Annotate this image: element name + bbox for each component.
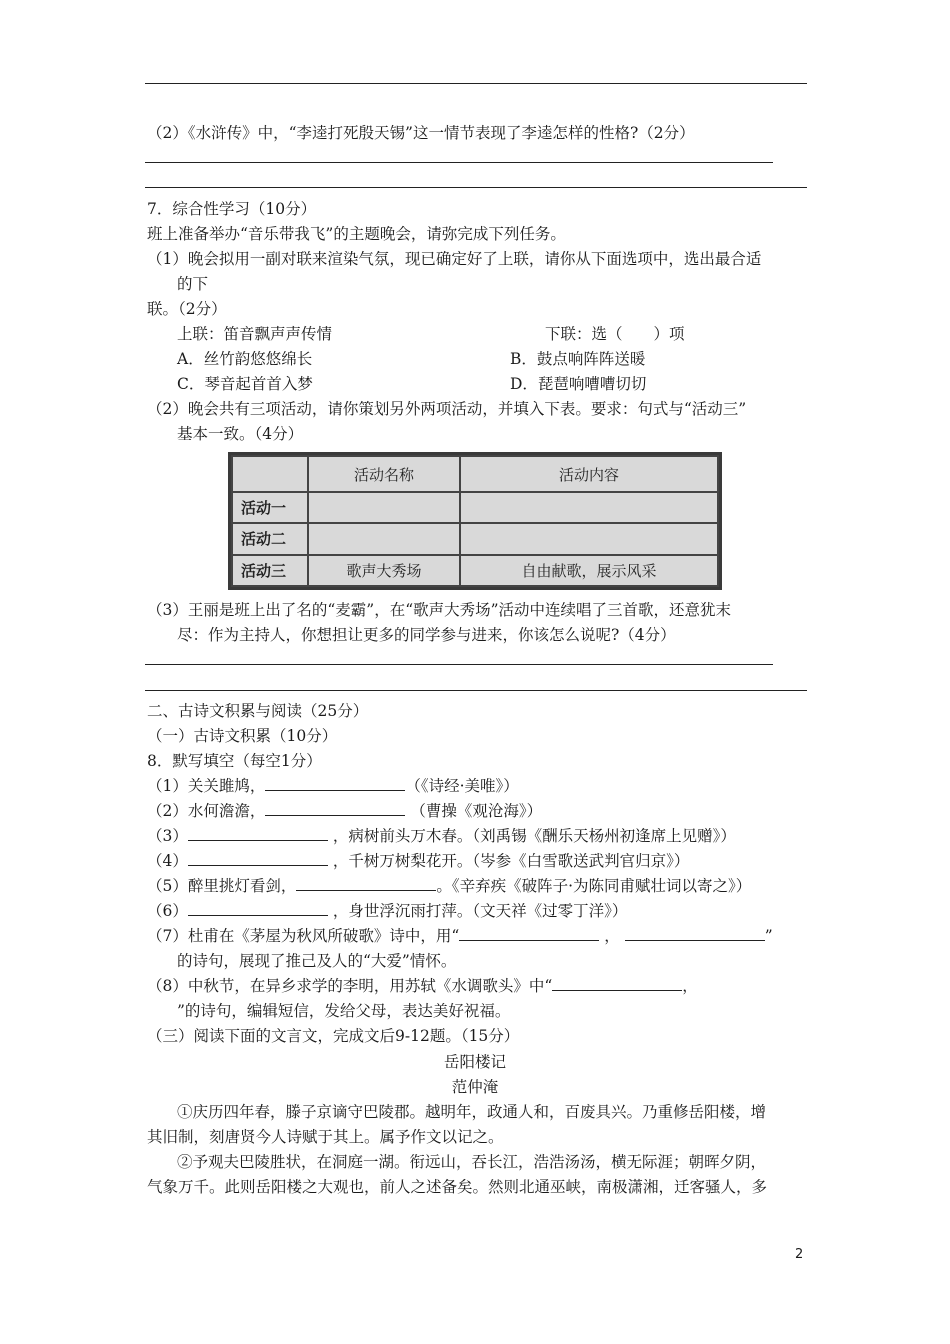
fill-item-text: （7）杜甫在《茅屋为秋风所破歌》诗中，用“ (147, 927, 460, 945)
couplet-lower: 下联：选（ ）项 (545, 325, 685, 343)
page-number: 2 (795, 1247, 804, 1262)
passage-title: 岳阳楼记 (443, 1053, 506, 1071)
table-row (232, 555, 718, 586)
fill-item-text: 。《辛弃疾《破阵子·为陈同甫赋壮词以寄之》） (436, 877, 752, 895)
table-cell (460, 492, 718, 523)
fill-item-1 (147, 776, 519, 796)
section3-title: （三）阅读下面的文言文，完成文后9-12题。（15分） (147, 1027, 520, 1045)
option-b: B．鼓点响阵阵送暖 (510, 350, 646, 368)
fill-blank[interactable] (459, 926, 599, 941)
fill-blank[interactable] (552, 976, 682, 991)
q7-sub1-cont: 的下 (177, 275, 209, 293)
fill-item-text: （6） (147, 902, 188, 920)
passage-para-1: ①庆历四年春，滕子京谪守巴陵郡。越明年，政通人和，百废具兴。乃重修岳阳楼，增 (177, 1103, 767, 1121)
fill-item-text: （《诗经·美唯》） (405, 777, 519, 795)
fill-item-text: ， (682, 977, 698, 995)
fill-item-text: ” (764, 927, 773, 945)
q7-intro: 班上准备举办“音乐带我飞”的主题晚会，请弥完成下列任务。 (147, 225, 566, 243)
table-cell (308, 492, 460, 523)
q8-title: 8．默写填空（每空1分） (147, 752, 322, 770)
fill-item-text: （8）中秋节，在异乡求学的李明，用苏轼《水调歌头》中“ (147, 977, 553, 995)
answer-line (145, 690, 807, 691)
section1-title: （一）古诗文积累（10分） (147, 727, 338, 745)
fill-item-text: ， (604, 927, 620, 945)
fill-item-text: （3） (147, 827, 188, 845)
fill-item-3 (147, 826, 736, 846)
fill-blank[interactable] (296, 876, 436, 891)
table-cell: 自由献歌，展示风采 (460, 555, 718, 586)
answer-line (145, 187, 807, 188)
passage-author: 范仲淹 (451, 1078, 499, 1096)
fill-item-text: ，千树万树梨花开。（岑参《白雪歌送武判官归京》） (332, 852, 690, 870)
couplet-upper: 上联：笛音飘声声传情 (177, 325, 333, 343)
table-header-cell: 活动内容 (460, 456, 718, 492)
fill-blank[interactable] (188, 851, 328, 866)
table-header-cell: 活动名称 (308, 456, 460, 492)
fill-item-8 (147, 976, 698, 996)
table-row-label: 活动一 (232, 492, 308, 523)
fill-item-5 (147, 876, 751, 896)
table-cell: 歌声大秀场 (308, 555, 460, 586)
table-cell (308, 523, 460, 554)
passage-para-2: ②予观夫巴陵胜状，在洞庭一湖。衔远山，吞长江，浩浩汤汤，横无际涯；朝晖夕阴， (177, 1153, 767, 1171)
q7-sub2-cont: 基本一致。（4分） (177, 425, 304, 443)
table-header-cell (232, 456, 308, 492)
fill-blank[interactable] (625, 926, 765, 941)
table-row (232, 523, 718, 554)
table-cell (460, 523, 718, 554)
passage-para-1-cont: 其旧制，刻唐贤今人诗赋于其上。属予作文以记之。 (147, 1128, 504, 1146)
q6-sub2: （2）《水浒传》中，“李逵打死殷天锡”这一情节表现了李逵怎样的性格?（2分） (147, 124, 695, 142)
fill-item-text: （1）关关雎鸠， (147, 777, 266, 795)
table-row-label: 活动三 (232, 555, 308, 586)
q7-title: 7．综合性学习（10分） (147, 200, 317, 218)
fill-item-7-cont: 的诗句，展现了推己及人的“大爱”情怀。 (177, 952, 457, 970)
part2-title: 二、古诗文积累与阅读（25分） (147, 702, 369, 720)
table-row-label: 活动二 (232, 523, 308, 554)
fill-item-8-cont: ”的诗句，编辑短信，发给父母，表达美好祝福。 (177, 1002, 511, 1020)
fill-blank[interactable] (188, 901, 328, 916)
fill-item-text: （5）醉里挑灯看剑， (147, 877, 297, 895)
fill-item-7 (147, 926, 773, 946)
q7-sub3-cont: 尽：作为主持人，你想担让更多的同学参与进来，你该怎么说呢?（4分） (177, 626, 676, 644)
fill-item-4 (147, 851, 689, 871)
fill-blank[interactable] (265, 801, 405, 816)
fill-item-text: ，身世浮沉雨打萍。（文天祥《过零丁洋》） (332, 902, 628, 920)
fill-blank[interactable] (265, 776, 405, 791)
fill-item-text: （2）水何澹澹， (147, 802, 266, 820)
q7-sub2: （2）晚会共有三项活动，请你策划另外两项活动，并填入下表。要求：句式与“活动三” (147, 400, 747, 418)
option-c: C．琴音起首首入梦 (177, 375, 313, 393)
answer-line (145, 162, 773, 163)
fill-item-6 (147, 901, 627, 921)
activity-table (228, 452, 722, 590)
q7-sub1: （1）晚会拟用一副对联来渲染气氛，现已确定好了上联，请你从下面选项中，选出最合适 (147, 250, 762, 268)
fill-item-text: （曹操《观沧海》） (410, 802, 543, 820)
table-row (232, 492, 718, 523)
option-a: A．丝竹韵悠悠绵长 (177, 350, 313, 368)
option-d: D．琵琶响嘈嘈切切 (510, 375, 647, 393)
fill-blank[interactable] (188, 826, 328, 841)
fill-item-text: （4） (147, 852, 188, 870)
fill-item-text: ，病树前头万木春。（刘禹锡《酬乐天杨州初逢席上见赠》） (332, 827, 736, 845)
top-rule (145, 83, 807, 84)
answer-line (145, 664, 773, 665)
fill-item-2 (147, 801, 542, 821)
q7-sub3: （3）王丽是班上出了名的“麦霸”，在“歌声大秀场”活动中连续唱了三首歌，还意犹末 (147, 601, 732, 619)
passage-para-2-cont: 气象万千。此则岳阳楼之大观也，前人之述备矣。然则北通巫峡，南极潇湘，迁客骚人，多 (147, 1178, 768, 1196)
q7-sub1-cont2: 联。（2分） (147, 300, 227, 318)
